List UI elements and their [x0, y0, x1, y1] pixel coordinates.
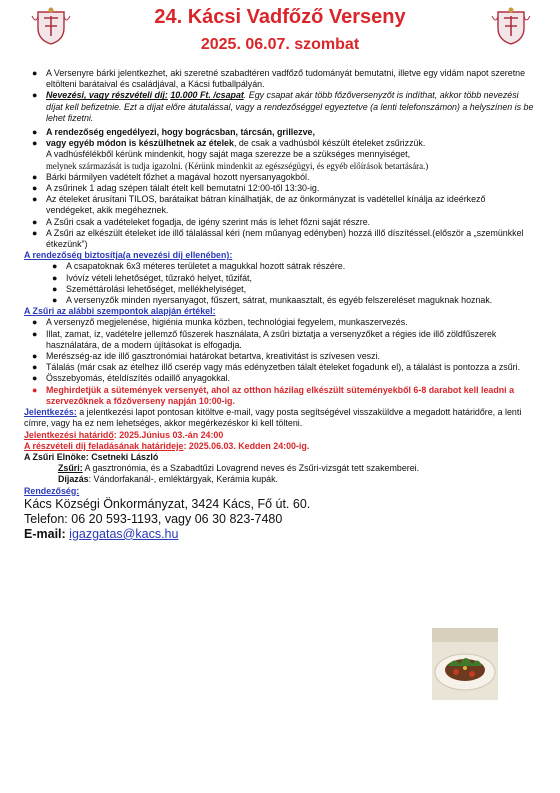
jury-president: A Zsűri Elnöke: Csetneki László [24, 451, 159, 462]
bullet-icon: ● [32, 68, 38, 78]
list-item: ● A versenyzők minden nyersanyagot, fűszert, sátrat, munkaasztalt, és egyéb felszereléset maguknak hoznak. [52, 295, 493, 306]
bullet-icon: ● [32, 384, 38, 395]
food-photo [432, 628, 498, 700]
page-title: 24. Kácsi Vadfőző Verseny [154, 6, 406, 28]
cake-contest-notice: ● Meghirdetjük a sütemények versenyét, ahol az otthon házilag elkészült süteményekből 6-8 darabot kell leadni a szervezőknek a főzőverseny napján 10:00-ig. [32, 384, 515, 406]
fee-label: Nevezési, vagy részvételi díj: [46, 90, 168, 101]
bullet-icon: ● [52, 261, 58, 272]
bullet-icon: ● [32, 373, 38, 384]
fee-amount: 10.000 Ft. /csapat [170, 90, 244, 101]
criteria-heading: A Zsűri az alábbi szempontok alapján értékel: [24, 306, 216, 317]
application-deadline: Jelentkezési határidő: 2025.Június 03.-án 24:00 [24, 429, 224, 440]
list-item: ● Szeméttárolási lehetőséget, mellékhelyiséget, [52, 283, 247, 294]
bullet-icon: ● [32, 171, 38, 182]
rule-meat-sourcing: A vadhúsfélékből kérünk mindenkit, hogy saját maga szerezze be a szükséges mennyiséget, melynek származását is tudja igazolni. (Kérünk mindenkit az egészségügyi, és egyéb előírások betartására.) [46, 149, 429, 171]
organizer-phone: Telefon: 06 20 593-1193, vagy 06 30 823-7480 [24, 511, 283, 526]
provided-heading: A rendezőség biztosítja(a nevezési díj ellenében): [24, 250, 233, 261]
list-item: ● A versenyző megjelenése, higiénia munka közben, technológiai fegyelem, munkaszervezés. [32, 317, 408, 328]
rule-jury-time: ● A zsűrinek 1 adag szépen tálalt ételt kell bemutatni 12:00-től 13:30-ig. [32, 183, 320, 194]
bullet-icon: ● [32, 127, 38, 138]
rule-game-meat-only: ● vagy egyéb módon is készülhetnek az ételek, de csak a vadhúsból készült ételeket zsűrizzük. [32, 138, 426, 149]
rule-cooking-methods: ● A rendezőség engedélyezi, hogy bográcsban, tárcsán, grillezve, [32, 127, 315, 138]
rule-any-dish: ● Bárki bármilyen vadételt főzhet a magával hozott nyersanyagokból. [32, 171, 310, 182]
bullet-icon: ● [32, 328, 38, 339]
bullet-icon: ● [32, 216, 38, 227]
flyer-body [24, 68, 534, 542]
organizer-label: Rendezőség: [24, 485, 80, 496]
organizer-address: Kács Községi Önkormányzat, 3424 Kács, Fő út. 60. [24, 496, 311, 511]
list-item: ● Összebyomás, ételdíszítés odaillő anyagokkal. [32, 373, 231, 384]
list-item: ● A csapatoknak 6x3 méteres területet a magukkal hozott sátrak részére. [52, 261, 346, 272]
bullet-icon: ● [32, 351, 38, 362]
organizer-email-row: E-mail: igazgatas@kacs.hu [24, 526, 179, 541]
list-item: ● Ivóvíz vételi lehetőséget, tűzrakó helyet, tűzifát, [52, 272, 252, 283]
bullet-icon: ● [32, 362, 38, 373]
list-item: ● Illat, zamat, íz, vadételre jellemző fűszerek használata, A zsűri biztatja a versenyzőket a régies ide illő zöldfűszerek használatára, de a modern újításokat is elfogadja. [32, 328, 497, 350]
prizes: Díjazás: Vándorfakanál-, emléktárgyak, Kerámia kupák. [58, 474, 279, 485]
rule-presentation: ● A Zsűri az elkészült ételeket ide illő tálalással kéri (nem műanyag edényben) hozzá illő díszítéssel.(először a „szemünkkel étkezünk”) [32, 227, 524, 250]
bullet-icon: ● [52, 295, 58, 306]
application-paragraph: Jelentkezés: a jelentkezési lapot pontosan kitöltve e-mail, vagy posta segítségével visszaküldve a megadott határidőre, a lenti címre, vagy ha ez nem lehetséges, akkor megérkezéskor ki kell tölteni. [24, 407, 522, 429]
rule-no-selling: ● Az ételeket árusítani TILOS, barátaikat bátran kínálhatják, de az önkormányzat is vadétellel kínálja az ideérkező vendégeket, akik megéheznek. [32, 194, 486, 216]
intro-paragraph: ● A Versenyre bárki jelentkezhet, aki szeretné szabadtéren vadfőző tudományát bemutatni, illetve egy vidám napot szeretne eltölteni barátaival és családjával, a Kácsi futballpályán. [32, 68, 526, 90]
fee-deadline: A részvételi díj feladásának határideje: 2025.06.03. Kedden 24:00-ig. [24, 440, 310, 451]
email-link[interactable]: igazgatas@kacs.hu [69, 526, 179, 541]
event-date: 2025. 06.07. szombat [200, 36, 360, 53]
bullet-icon: ● [32, 183, 38, 194]
application-label: Jelentkezés: [24, 407, 77, 418]
list-item: ● Merészség-az ide illő gasztronómiai határokat betartva, kreativitást is szívesen veszi. [32, 351, 380, 362]
bullet-icon: ● [32, 90, 38, 101]
bullet-icon: ● [52, 272, 58, 283]
fee-paragraph: ● Nevezési, vagy részvételi díj: 10.000 Ft. /csapat. Egy csapat akár több főzőversenyzőt is indíthat, akkor több nevezési díjat kell befizetnie. Ezt a díjat előre átutalással, vagy a rendezőséggel egyeztetve (a lenti telefonszámon) a helyszínen is be lehet fizetni. [32, 90, 534, 123]
bullet-icon: ● [32, 138, 38, 149]
bullet-icon: ● [52, 283, 58, 294]
jury-members: Zsűri: A gasztronómia, és a Szabadtűzi Lovagrend neves és Zsűri-vizsgát tett szakemberei. [58, 463, 420, 474]
list-item: ● Tálalás (már csak az ételhez illő cserép vagy más edényzetben tálalt ételeket fogadunk el), a tálalást is pontozza a zsűri. [32, 362, 521, 373]
rule-jury-accepts: ● A Zsűri csak a vadételeket fogadja, de igény szerint más is lehet főzni saját részre. [32, 216, 371, 227]
bullet-icon: ● [32, 227, 38, 238]
bullet-icon: ● [32, 194, 38, 205]
bullet-icon: ● [32, 317, 38, 328]
